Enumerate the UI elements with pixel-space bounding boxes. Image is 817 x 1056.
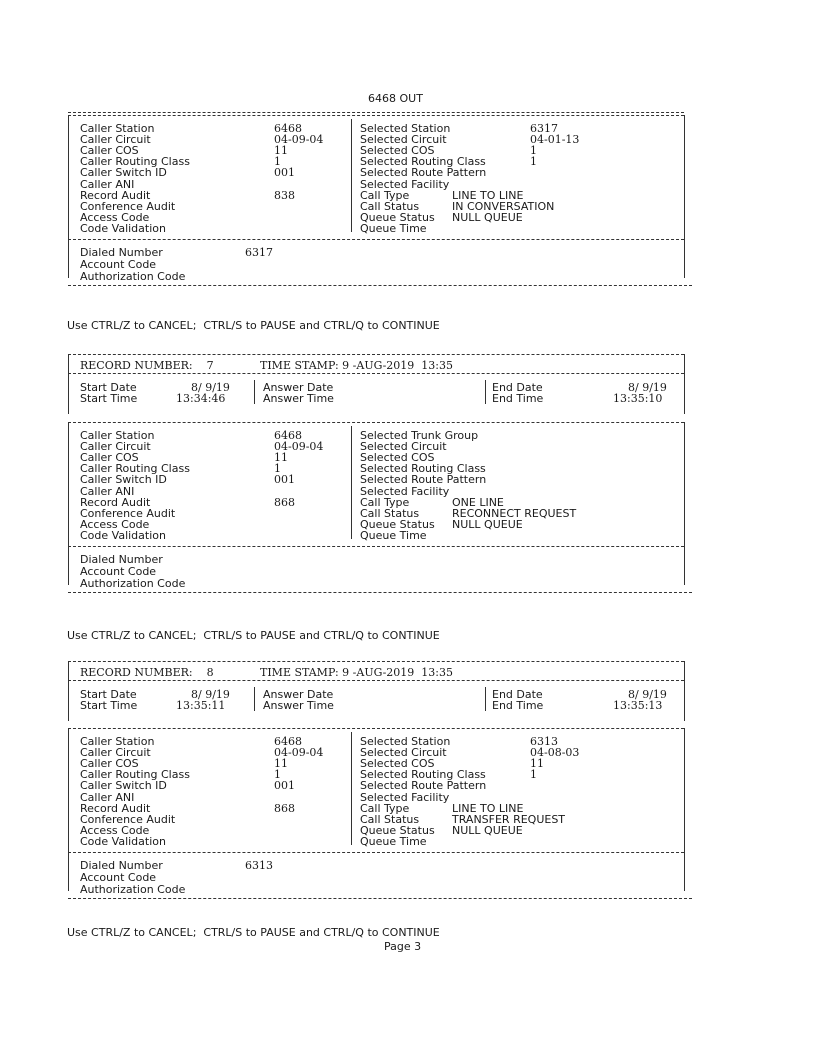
start-date-value: 8/ 9/19 — [191, 688, 230, 701]
selected-field-label: Call Status — [360, 812, 420, 826]
selected-field-value: NULL QUEUE — [452, 823, 523, 837]
caller-field-label: Conference Audit — [80, 506, 176, 520]
caller-field-label: Caller ANI — [80, 484, 135, 498]
caller-field-value: 11 — [274, 757, 288, 771]
selected-field-label: Selected Circuit — [360, 440, 447, 454]
dashed-divider — [68, 592, 692, 593]
caller-field-label: Conference Audit — [80, 199, 176, 213]
caller-field-value: 1 — [274, 768, 281, 782]
dashed-divider — [68, 285, 692, 286]
cancel-prompt: Use CTRL/Z to CANCEL; CTRL/S to PAUSE and CTRL/Q to CONTINUE — [67, 926, 440, 939]
caller-field-label: Access Code — [80, 210, 150, 224]
dashed-divider — [68, 661, 684, 662]
caller-field-value: 6468 — [274, 735, 302, 748]
page-header-title: 6468 OUT — [368, 92, 423, 105]
selected-field-value: 11 — [530, 757, 544, 771]
cancel-prompt: Use CTRL/Z to CANCEL; CTRL/S to PAUSE and CTRL/Q to CONTINUE — [67, 629, 440, 642]
account-code-label: Account Code — [80, 871, 157, 884]
end-time-label: End Time — [492, 699, 544, 712]
end-time-label: End Time — [492, 392, 544, 405]
selected-field-value: ONE LINE — [452, 495, 504, 509]
selected-field-label: Selected Station — [360, 735, 451, 748]
start-time-value: 13:34:46 — [176, 392, 226, 405]
caller-field-label: Record Audit — [80, 495, 151, 509]
caller-field-value: 1 — [274, 155, 281, 169]
authorization-code-label: Authorization Code — [80, 270, 186, 283]
caller-field-label: Caller Circuit — [80, 746, 151, 760]
column-divider — [68, 661, 69, 721]
caller-field-label: Caller COS — [80, 757, 139, 771]
caller-field-label: Caller Switch ID — [80, 779, 167, 793]
selected-field-value: 6317 — [530, 122, 558, 135]
caller-field-label: Caller COS — [80, 144, 139, 158]
selected-field-label: Selected Facility — [360, 790, 450, 804]
caller-field-value: 6468 — [274, 122, 302, 135]
selected-field-label: Queue Time — [360, 221, 427, 235]
selected-field-value: 1 — [530, 155, 537, 169]
selected-field-label: Selected COS — [360, 144, 435, 158]
dashed-divider — [68, 680, 684, 681]
selected-field-value: 1 — [530, 144, 537, 158]
selected-field-label: Selected Trunk Group — [360, 429, 479, 442]
column-divider — [254, 687, 255, 711]
account-code-label: Account Code — [80, 258, 157, 271]
column-divider — [351, 732, 352, 845]
caller-field-value: 838 — [274, 188, 295, 202]
selected-field-label: Selected Circuit — [360, 133, 447, 147]
caller-field-label: Caller Switch ID — [80, 473, 167, 487]
dashed-divider — [68, 728, 684, 729]
dialed-number-label: Dialed Number — [80, 246, 163, 259]
column-divider — [68, 115, 69, 278]
end-time-value: 13:35:13 — [613, 699, 663, 712]
caller-field-value: 04-09-04 — [274, 133, 324, 147]
answer-date-label: Answer Date — [263, 688, 334, 701]
start-date-label: Start Date — [80, 381, 137, 394]
column-divider — [684, 661, 685, 721]
end-date-value: 8/ 9/19 — [628, 688, 667, 701]
caller-field-label: Caller Station — [80, 735, 155, 748]
caller-field-label: Caller Station — [80, 429, 155, 442]
time-stamp: TIME STAMP: 9 -AUG-2019 13:35 — [260, 666, 453, 679]
start-time-label: Start Time — [80, 699, 138, 712]
record-number: RECORD NUMBER: 7 — [80, 359, 214, 372]
selected-field-value: 1 — [530, 768, 537, 782]
caller-field-label: Caller COS — [80, 451, 139, 465]
column-divider — [254, 380, 255, 404]
account-code-label: Account Code — [80, 565, 157, 578]
caller-field-value: 001 — [274, 473, 295, 487]
caller-field-label: Access Code — [80, 517, 150, 531]
selected-field-value: RECONNECT REQUEST — [452, 506, 577, 520]
answer-time-label: Answer Time — [263, 392, 334, 405]
selected-field-value: 6313 — [530, 735, 558, 748]
caller-field-label: Record Audit — [80, 188, 151, 202]
caller-field-label: Caller Station — [80, 122, 155, 135]
caller-field-value: 04-09-04 — [274, 440, 324, 454]
start-time-label: Start Time — [80, 392, 138, 405]
dashed-divider — [68, 898, 692, 899]
column-divider — [351, 426, 352, 539]
selected-field-label: Queue Time — [360, 528, 427, 542]
dashed-divider — [68, 115, 684, 116]
selected-field-label: Selected Station — [360, 122, 451, 135]
dialed-number-label: Dialed Number — [80, 553, 163, 566]
dashed-divider — [68, 239, 684, 240]
selected-field-value: 04-01-13 — [530, 133, 580, 147]
start-date-label: Start Date — [80, 688, 137, 701]
end-date-label: End Date — [492, 688, 543, 701]
caller-field-value: 04-09-04 — [274, 746, 324, 760]
selected-field-label: Selected COS — [360, 757, 435, 771]
start-time-value: 13:35:11 — [176, 699, 226, 712]
selected-field-label: Call Type — [360, 801, 410, 815]
selected-field-label: Call Status — [360, 199, 420, 213]
caller-field-value: 11 — [274, 451, 288, 465]
caller-field-label: Caller Circuit — [80, 440, 151, 454]
selected-field-value: NULL QUEUE — [452, 517, 523, 531]
column-divider — [68, 728, 69, 891]
dashed-divider — [68, 373, 684, 374]
column-divider — [68, 422, 69, 585]
time-stamp: TIME STAMP: 9 -AUG-2019 13:35 — [260, 359, 453, 372]
selected-field-label: Selected Route Pattern — [360, 473, 487, 487]
dashed-divider — [68, 422, 684, 423]
start-date-value: 8/ 9/19 — [191, 381, 230, 394]
column-divider — [684, 354, 685, 414]
caller-field-value: 868 — [274, 801, 295, 815]
caller-field-value: 6468 — [274, 429, 302, 442]
dashed-divider — [68, 852, 684, 853]
caller-field-value: 868 — [274, 495, 295, 509]
dialed-number-value: 6317 — [245, 246, 273, 259]
caller-field-label: Caller Routing Class — [80, 462, 190, 476]
column-divider — [684, 728, 685, 891]
selected-field-label: Queue Status — [360, 823, 435, 837]
column-divider — [684, 115, 685, 278]
end-date-value: 8/ 9/19 — [628, 381, 667, 394]
caller-field-label: Caller Switch ID — [80, 166, 167, 180]
caller-field-label: Caller Routing Class — [80, 768, 190, 782]
caller-field-label: Caller Routing Class — [80, 155, 190, 169]
caller-field-label: Caller ANI — [80, 790, 135, 804]
selected-field-value: IN CONVERSATION — [452, 199, 555, 213]
caller-field-label: Code Validation — [80, 834, 166, 848]
answer-time-label: Answer Time — [263, 699, 334, 712]
answer-date-label: Answer Date — [263, 381, 334, 394]
selected-field-label: Selected Route Pattern — [360, 779, 487, 793]
column-divider — [485, 687, 486, 711]
column-divider — [485, 380, 486, 404]
selected-field-label: Call Status — [360, 506, 420, 520]
selected-field-label: Selected COS — [360, 451, 435, 465]
selected-field-value: LINE TO LINE — [452, 801, 524, 815]
caller-field-label: Code Validation — [80, 221, 166, 235]
selected-field-value: 04-08-03 — [530, 746, 580, 760]
selected-field-value: NULL QUEUE — [452, 210, 523, 224]
dialed-number-label: Dialed Number — [80, 859, 163, 872]
selected-field-label: Selected Facility — [360, 484, 450, 498]
caller-field-label: Caller Circuit — [80, 133, 151, 147]
column-divider — [684, 422, 685, 585]
caller-field-label: Code Validation — [80, 528, 166, 542]
dialed-number-value: 6313 — [245, 859, 273, 872]
dashed-divider — [68, 546, 684, 547]
selected-field-label: Selected Routing Class — [360, 155, 486, 169]
selected-field-label: Selected Routing Class — [360, 768, 486, 782]
column-divider — [351, 119, 352, 232]
selected-field-label: Queue Status — [360, 210, 435, 224]
end-time-value: 13:35:10 — [613, 392, 663, 405]
column-divider — [68, 354, 69, 414]
authorization-code-label: Authorization Code — [80, 577, 186, 590]
end-date-label: End Date — [492, 381, 543, 394]
caller-field-value: 001 — [274, 166, 295, 180]
selected-field-label: Selected Circuit — [360, 746, 447, 760]
selected-field-label: Selected Route Pattern — [360, 166, 487, 180]
record-number: RECORD NUMBER: 8 — [80, 666, 214, 679]
caller-field-label: Access Code — [80, 823, 150, 837]
caller-field-value: 1 — [274, 462, 281, 476]
selected-field-label: Call Type — [360, 495, 410, 509]
caller-field-value: 001 — [274, 779, 295, 793]
dashed-divider — [68, 112, 684, 113]
caller-field-label: Caller ANI — [80, 177, 135, 191]
selected-field-value: TRANSFER REQUEST — [452, 812, 566, 826]
dashed-divider — [68, 354, 684, 355]
caller-field-label: Record Audit — [80, 801, 151, 815]
selected-field-label: Selected Facility — [360, 177, 450, 191]
cancel-prompt: Use CTRL/Z to CANCEL; CTRL/S to PAUSE and CTRL/Q to CONTINUE — [67, 319, 440, 332]
caller-field-label: Conference Audit — [80, 812, 176, 826]
selected-field-label: Queue Status — [360, 517, 435, 531]
page-number: Page 3 — [384, 940, 422, 953]
selected-field-label: Selected Routing Class — [360, 462, 486, 476]
caller-field-value: 11 — [274, 144, 288, 158]
selected-field-label: Call Type — [360, 188, 410, 202]
authorization-code-label: Authorization Code — [80, 883, 186, 896]
selected-field-value: LINE TO LINE — [452, 188, 524, 202]
selected-field-label: Queue Time — [360, 834, 427, 848]
